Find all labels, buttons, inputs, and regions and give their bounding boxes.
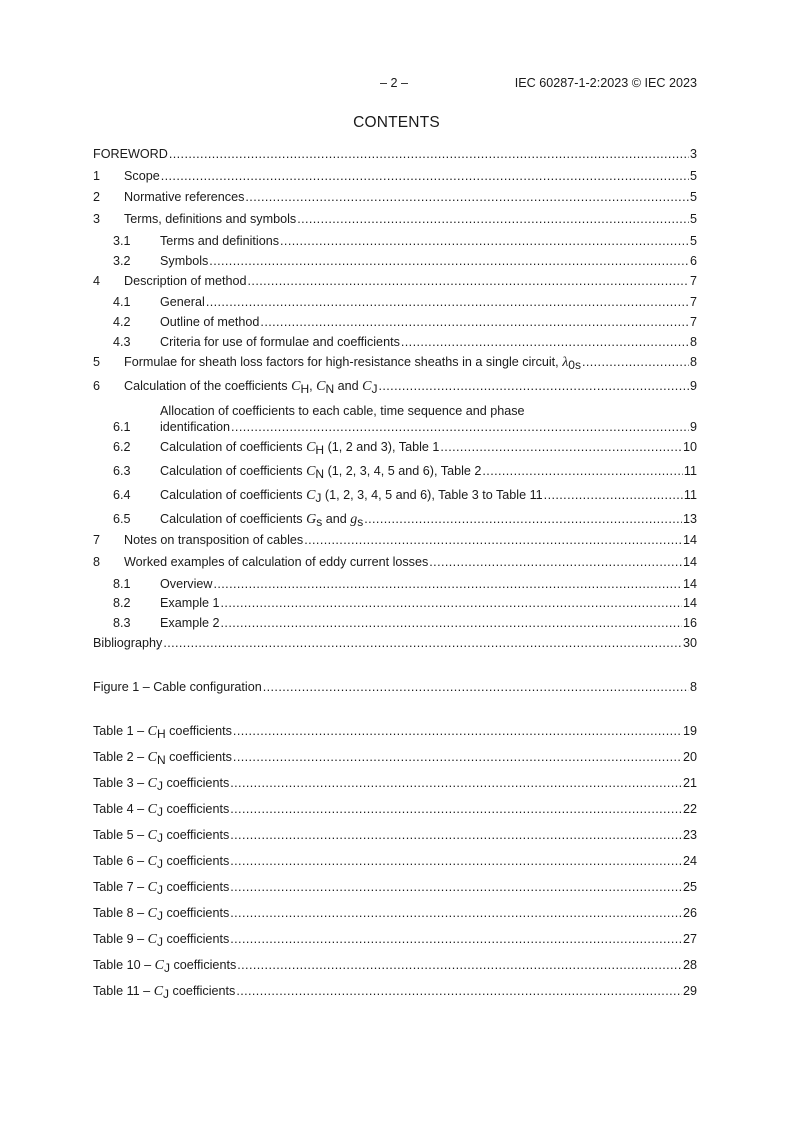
- toc-entry-title: General: [160, 295, 205, 309]
- dot-leader: [280, 233, 689, 249]
- toc-entry[interactable]: [93, 679, 697, 695]
- dot-leader: [364, 511, 682, 527]
- toc-entry[interactable]: [93, 233, 697, 249]
- toc-entry-number: 8.2: [113, 596, 131, 610]
- toc-entry[interactable]: [93, 615, 697, 631]
- dot-leader: [544, 487, 683, 503]
- toc-entry[interactable]: [93, 273, 697, 289]
- toc-entry-title: Worked examples of calculation of eddy current losses: [124, 555, 429, 569]
- toc-entry[interactable]: [93, 827, 697, 843]
- math-subscript: 0s: [568, 358, 581, 372]
- math-symbol: C: [362, 379, 372, 394]
- dot-leader: [245, 189, 689, 205]
- math-symbol: C: [154, 958, 164, 973]
- math-symbol: C: [147, 776, 157, 791]
- dot-leader: [440, 439, 682, 455]
- toc-entry-title: Bibliography: [93, 636, 163, 650]
- toc-entry-page: 14: [682, 533, 697, 547]
- toc-entry-number: 4.1: [113, 295, 131, 309]
- math-symbol: C: [306, 488, 316, 503]
- toc-entry-page: 13: [682, 512, 697, 526]
- math-subscript: J: [156, 909, 163, 923]
- dot-leader: [230, 853, 682, 869]
- math-symbol: C: [316, 379, 326, 394]
- toc-entry[interactable]: [93, 801, 697, 817]
- toc-entry-page: 11: [683, 464, 697, 478]
- document-id: IEC 60287-1-2:2023 © IEC 2023: [514, 76, 697, 90]
- toc-entry-number: 5: [93, 355, 101, 369]
- toc-entry[interactable]: [93, 723, 697, 739]
- toc-entry-page: 16: [682, 616, 697, 630]
- math-subscript: J: [163, 961, 170, 975]
- math-symbol: C: [147, 724, 157, 739]
- toc-entry-title: Table 1 – CH coefficients: [93, 724, 232, 741]
- toc-entry[interactable]: [93, 146, 697, 162]
- toc-entry-page: 5: [689, 169, 697, 183]
- toc-entry-page: 26: [682, 906, 697, 920]
- toc-entry-number: 8.3: [113, 616, 131, 630]
- toc-entry-title: identification: [160, 420, 231, 434]
- dot-leader: [221, 615, 682, 631]
- toc-entry-number: 2: [93, 190, 101, 204]
- toc-entry-title: Terms, definitions and symbols: [124, 212, 297, 226]
- toc-entry-title: Calculation of coefficients CH (1, 2 and 3), Table 1: [160, 440, 440, 457]
- toc-entry[interactable]: [93, 931, 697, 947]
- math-subscript: J: [156, 831, 163, 845]
- toc-entry-page: 14: [682, 596, 697, 610]
- math-subscript: J: [156, 857, 163, 871]
- toc-entry[interactable]: [93, 294, 697, 310]
- toc-entry-number: 4.3: [113, 335, 131, 349]
- dot-leader: [209, 253, 689, 269]
- toc-entry-title: Symbols: [160, 254, 209, 268]
- dot-leader: [304, 532, 682, 548]
- dot-leader: [163, 635, 682, 651]
- toc-entry-page: 14: [682, 555, 697, 569]
- toc-entry-number: 3: [93, 212, 101, 226]
- math-subscript: H: [156, 727, 166, 741]
- math-symbol: C: [153, 984, 164, 999]
- toc-entry-page: 7: [689, 295, 697, 309]
- math-symbol: C: [147, 906, 157, 921]
- toc-entry-page: 29: [682, 984, 697, 998]
- toc-entry-page: 7: [689, 315, 697, 329]
- toc-entry[interactable]: [93, 463, 697, 479]
- toc-entry-number: 8: [93, 555, 101, 569]
- toc-entry-page: 8: [689, 335, 697, 349]
- math-symbol: g: [350, 512, 358, 527]
- toc-entry-page: 7: [689, 274, 697, 288]
- math-symbol: G: [306, 512, 317, 527]
- toc-entry-title: Outline of method: [160, 315, 260, 329]
- toc-entry[interactable]: [93, 879, 697, 895]
- math-subscript: J: [163, 987, 170, 1001]
- page-title: CONTENTS: [353, 114, 440, 131]
- math-subscript: H: [300, 382, 310, 396]
- dot-leader: [582, 354, 689, 370]
- toc-entry-number: 4.2: [113, 315, 131, 329]
- toc-entry[interactable]: [93, 314, 697, 330]
- toc-entry-page: 25: [682, 880, 697, 894]
- toc-entry-title: Table 4 – CJ coefficients: [93, 802, 230, 819]
- dot-leader: [260, 314, 689, 330]
- toc-entry-page: 30: [682, 636, 697, 650]
- toc-entry-number: 6.3: [113, 464, 131, 478]
- dot-leader: [230, 879, 682, 895]
- math-symbol: C: [147, 880, 157, 895]
- toc-entry-title: Notes on transposition of cables: [124, 533, 304, 547]
- toc-entry-title-line: Allocation of coefficients to each cable, time sequence and phase: [160, 404, 525, 418]
- toc-entry-page: 5: [689, 212, 697, 226]
- math-symbol: C: [291, 379, 301, 394]
- toc-entry-page: 23: [682, 828, 697, 842]
- dot-leader: [206, 294, 689, 310]
- math-symbol: C: [147, 854, 157, 869]
- dot-leader: [233, 723, 682, 739]
- toc-entry-number: 7: [93, 533, 101, 547]
- toc-entry-page: 24: [682, 854, 697, 868]
- toc-entry-title: Table 8 – CJ coefficients: [93, 906, 230, 923]
- dot-leader: [213, 576, 682, 592]
- toc-entry[interactable]: [93, 905, 697, 921]
- dot-leader: [230, 827, 682, 843]
- toc-entry[interactable]: [93, 189, 697, 205]
- toc-entry[interactable]: [93, 354, 697, 370]
- math-symbol: λ: [562, 355, 569, 370]
- math-subscript: J: [371, 382, 378, 396]
- toc-entry-title: Criteria for use of formulae and coefficients: [160, 335, 400, 349]
- toc-entry-title: Example 1: [160, 596, 220, 610]
- toc-entry-number: 6.5: [113, 512, 131, 526]
- toc-entry-title: Table 11 – CJ coefficients: [93, 984, 236, 1001]
- math-subscript: s: [357, 515, 364, 529]
- toc-entry-number: 8.1: [113, 577, 131, 591]
- toc-entry-page: 9: [689, 379, 697, 393]
- math-subscript: N: [315, 467, 325, 481]
- toc-entry[interactable]: [93, 635, 697, 651]
- toc-entry-title: Table 2 – CN coefficients: [93, 750, 232, 767]
- toc-entry-number: 6.4: [113, 488, 131, 502]
- toc-entry-title: Calculation of the coefficients CH, CN and CJ: [124, 379, 378, 396]
- toc-entry-title: FOREWORD: [93, 147, 168, 161]
- toc-entry[interactable]: [93, 404, 697, 435]
- dot-leader: [230, 775, 682, 791]
- math-symbol: C: [147, 802, 157, 817]
- toc-entry[interactable]: [93, 983, 697, 999]
- dot-leader: [237, 957, 682, 973]
- toc-entry-page: 6: [689, 254, 697, 268]
- math-symbol: C: [147, 932, 157, 947]
- toc-entry[interactable]: [93, 253, 697, 269]
- math-subscript: J: [156, 935, 163, 949]
- toc-entry-number: 6: [93, 379, 101, 393]
- math-subscript: J: [156, 805, 163, 819]
- math-subscript: J: [315, 491, 322, 505]
- toc-entry-page: 19: [682, 724, 697, 738]
- toc-entry-number: 3.2: [113, 254, 131, 268]
- toc-entry[interactable]: [93, 378, 697, 394]
- toc-entry-title: Example 2: [160, 616, 220, 630]
- toc-entry[interactable]: [93, 168, 697, 184]
- toc-entry-title: Formulae for sheath loss factors for high-resistance sheaths in a single circuit, λ0s: [124, 355, 581, 372]
- math-symbol: C: [147, 828, 157, 843]
- math-subscript: J: [156, 883, 163, 897]
- toc-entry[interactable]: [93, 511, 697, 527]
- math-subscript: s: [316, 515, 323, 529]
- dot-leader: [482, 463, 683, 479]
- toc-entry-title: Overview: [160, 577, 213, 591]
- toc-entry-page: 5: [689, 234, 697, 248]
- math-subscript: N: [156, 753, 166, 767]
- toc-entry-page: 8: [689, 355, 697, 369]
- toc-entry[interactable]: [93, 211, 697, 227]
- dot-leader: [236, 983, 682, 999]
- toc-entry-page: 5: [689, 190, 697, 204]
- math-subscript: N: [325, 382, 335, 396]
- toc-entry[interactable]: [93, 334, 697, 350]
- toc-entry-title: Calculation of coefficients CN (1, 2, 3, 4, 5 and 6), Table 2: [160, 464, 482, 481]
- dot-leader: [263, 679, 689, 695]
- dot-leader: [221, 595, 682, 611]
- math-subscript: J: [156, 779, 163, 793]
- toc-entry-page: 3: [689, 147, 697, 161]
- dot-leader: [378, 378, 689, 394]
- page-number: – 2 –: [380, 76, 409, 90]
- toc-entry[interactable]: [93, 853, 697, 869]
- toc-entry-page: 22: [682, 802, 697, 816]
- toc-entry-title: Table 6 – CJ coefficients: [93, 854, 230, 871]
- math-symbol: C: [147, 750, 157, 765]
- toc-entry-page: 28: [682, 958, 697, 972]
- toc-entry-page: 11: [683, 488, 697, 502]
- toc-entry-title: Normative references: [124, 190, 245, 204]
- toc-entry-title: Calculation of coefficients Gs and gs: [160, 512, 364, 529]
- toc-entry-number: 1: [93, 169, 101, 183]
- toc-entry-title: Table 7 – CJ coefficients: [93, 880, 230, 897]
- math-symbol: C: [306, 464, 316, 479]
- toc-entry-title: Table 3 – CJ coefficients: [93, 776, 230, 793]
- dot-leader: [248, 273, 689, 289]
- toc-entry-title: Scope: [124, 169, 160, 183]
- toc-entry[interactable]: [93, 487, 697, 503]
- toc-entry-title: Figure 1 – Cable configuration: [93, 680, 262, 694]
- dot-leader: [233, 749, 682, 765]
- dot-leader: [297, 211, 689, 227]
- dot-leader: [429, 554, 682, 570]
- dot-leader: [230, 931, 682, 947]
- toc-entry-title: Terms and definitions: [160, 234, 280, 248]
- dot-leader: [231, 419, 689, 435]
- toc-entry-number: 6.1: [113, 420, 131, 434]
- math-subscript: H: [315, 443, 325, 457]
- toc-entry-number: 4: [93, 274, 101, 288]
- toc-entry-title: Calculation of coefficients CJ (1, 2, 3, 4, 5 and 6), Table 3 to Table 11: [160, 488, 543, 505]
- toc-entry[interactable]: [93, 775, 697, 791]
- toc-entry[interactable]: [93, 439, 697, 455]
- toc-entry[interactable]: [93, 554, 697, 570]
- toc-entry[interactable]: [93, 576, 697, 592]
- toc-entry-page: 9: [689, 420, 697, 434]
- toc-entry-page: 27: [682, 932, 697, 946]
- toc-entry-page: 10: [682, 440, 697, 454]
- toc-entry-number: 6.2: [113, 440, 131, 454]
- math-symbol: C: [306, 440, 316, 455]
- toc-entry-page: 8: [689, 680, 697, 694]
- toc-entry-title: Table 9 – CJ coefficients: [93, 932, 230, 949]
- dot-leader: [230, 801, 682, 817]
- toc-entry-title: Description of method: [124, 274, 247, 288]
- toc-entry-page: 20: [682, 750, 697, 764]
- dot-leader: [230, 905, 682, 921]
- toc-entry-page: 14: [682, 577, 697, 591]
- toc-entry-title: Table 10 – CJ coefficients: [93, 958, 237, 975]
- toc-entry[interactable]: [93, 595, 697, 611]
- dot-leader: [401, 334, 689, 350]
- toc-entry[interactable]: [93, 957, 697, 973]
- toc-entry[interactable]: [93, 749, 697, 765]
- toc-entry[interactable]: [93, 532, 697, 548]
- toc-entry-number: 3.1: [113, 234, 131, 248]
- toc-entry-page: 21: [682, 776, 697, 790]
- dot-leader: [169, 146, 689, 162]
- toc-entry-title: Table 5 – CJ coefficients: [93, 828, 230, 845]
- dot-leader: [161, 168, 689, 184]
